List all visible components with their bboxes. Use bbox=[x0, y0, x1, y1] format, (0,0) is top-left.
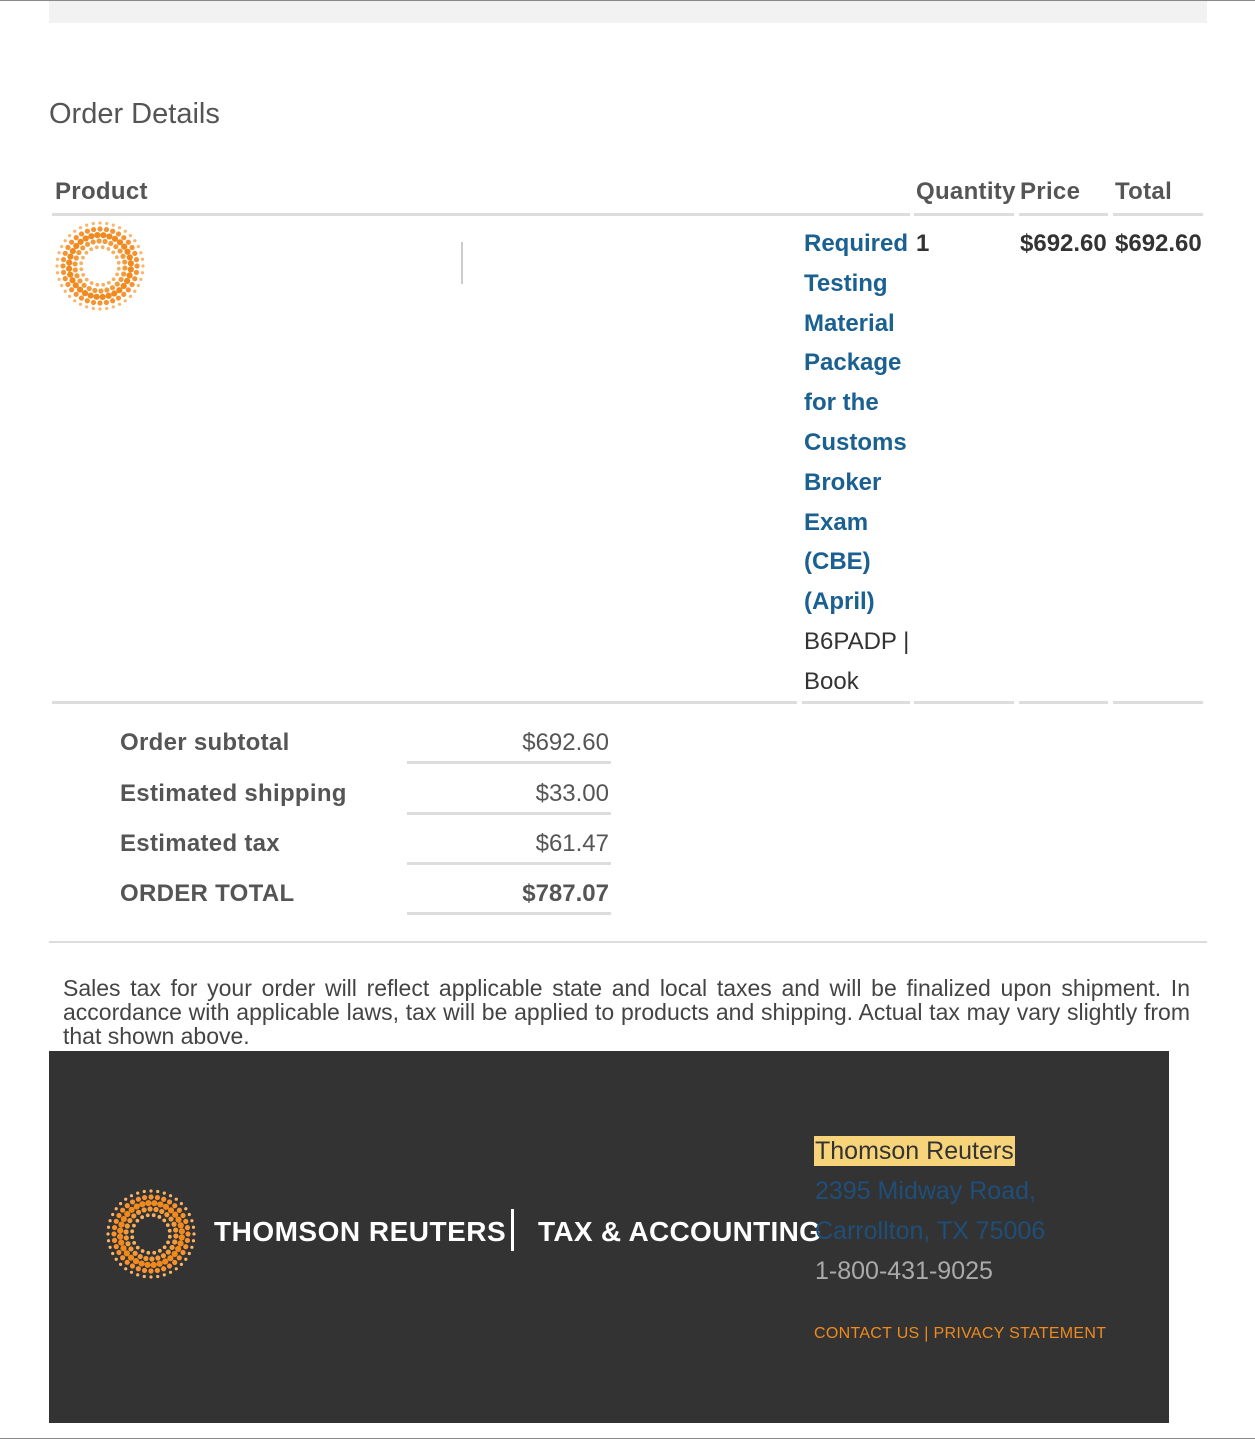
summary-underline bbox=[407, 761, 611, 764]
summary-value-subtotal: $692.60 bbox=[522, 729, 609, 756]
header-underline-price bbox=[1019, 213, 1108, 216]
product-quantity: 1 bbox=[916, 230, 930, 257]
footer bbox=[49, 1051, 1169, 1423]
bottom-border bbox=[0, 1438, 1255, 1439]
summary-value-order-total: $787.07 bbox=[522, 880, 609, 907]
summary-value-shipping: $33.00 bbox=[535, 780, 609, 807]
column-header-quantity: Quantity bbox=[916, 178, 1016, 205]
product-total: $692.60 bbox=[1115, 230, 1202, 257]
link-separator: | bbox=[924, 1325, 929, 1342]
top-bar bbox=[49, 1, 1207, 23]
address-city-link[interactable]: Carrollton, TX 75006 bbox=[815, 1217, 1046, 1245]
summary-label-subtotal: Order subtotal bbox=[120, 729, 290, 756]
section-divider bbox=[49, 941, 1207, 943]
footer-links bbox=[814, 1325, 1106, 1343]
brand-divider bbox=[511, 1209, 514, 1251]
header-underline-total bbox=[1113, 213, 1203, 216]
product-divider bbox=[461, 242, 463, 284]
summary-label-shipping: Estimated shipping bbox=[120, 780, 347, 807]
summary-label-tax: Estimated tax bbox=[120, 830, 280, 857]
address-street-link[interactable]: 2395 Midway Road, bbox=[815, 1177, 1036, 1205]
summary-underline bbox=[407, 912, 611, 915]
summary-underline bbox=[407, 862, 611, 865]
product-price: $692.60 bbox=[1020, 230, 1107, 257]
phone-number: 1-800-431-9025 bbox=[815, 1257, 993, 1285]
thomson-reuters-dot-ring-icon[interactable] bbox=[104, 1188, 198, 1285]
row-underline-product bbox=[52, 701, 797, 704]
brand-division: TAX & ACCOUNTING bbox=[538, 1216, 822, 1247]
product-name-link[interactable]: Required Testing Material Package for the Customs Broker Exam (CBE) (April) bbox=[804, 230, 909, 616]
row-underline-name bbox=[802, 701, 910, 704]
footer-logo-svg bbox=[104, 1188, 198, 1280]
thomson-reuters-dot-ring-icon[interactable] bbox=[53, 220, 147, 317]
tax-note: Sales tax for your order will reflect applicable state and local taxes and will be finalized upon shipment. In accordance with applicable laws, tax will be applied to products and shipping. Actual tax may vary slightly from that shown above. bbox=[63, 975, 1190, 1049]
privacy-statement-link[interactable]: PRIVACY STATEMENT bbox=[933, 1325, 1107, 1342]
column-header-product: Product bbox=[55, 178, 148, 205]
brand-name: THOMSON REUTERS bbox=[214, 1216, 507, 1247]
product-logo-svg bbox=[53, 220, 147, 312]
page-title: Order Details bbox=[49, 98, 220, 130]
header-underline-product bbox=[52, 213, 910, 216]
row-underline-quantity bbox=[914, 701, 1014, 704]
summary-label-order-total: ORDER TOTAL bbox=[120, 880, 295, 907]
header-underline-quantity bbox=[914, 213, 1014, 216]
product-meta: B6PADP | Book bbox=[804, 628, 910, 695]
row-underline-price bbox=[1019, 701, 1108, 704]
column-header-total: Total bbox=[1115, 178, 1173, 205]
contact-us-link[interactable]: CONTACT US bbox=[814, 1325, 920, 1342]
summary-value-tax: $61.47 bbox=[535, 830, 609, 857]
column-header-price: Price bbox=[1020, 178, 1081, 205]
summary-underline bbox=[407, 812, 611, 815]
row-underline-total bbox=[1113, 701, 1203, 704]
address-company: Thomson Reuters bbox=[815, 1137, 1014, 1165]
